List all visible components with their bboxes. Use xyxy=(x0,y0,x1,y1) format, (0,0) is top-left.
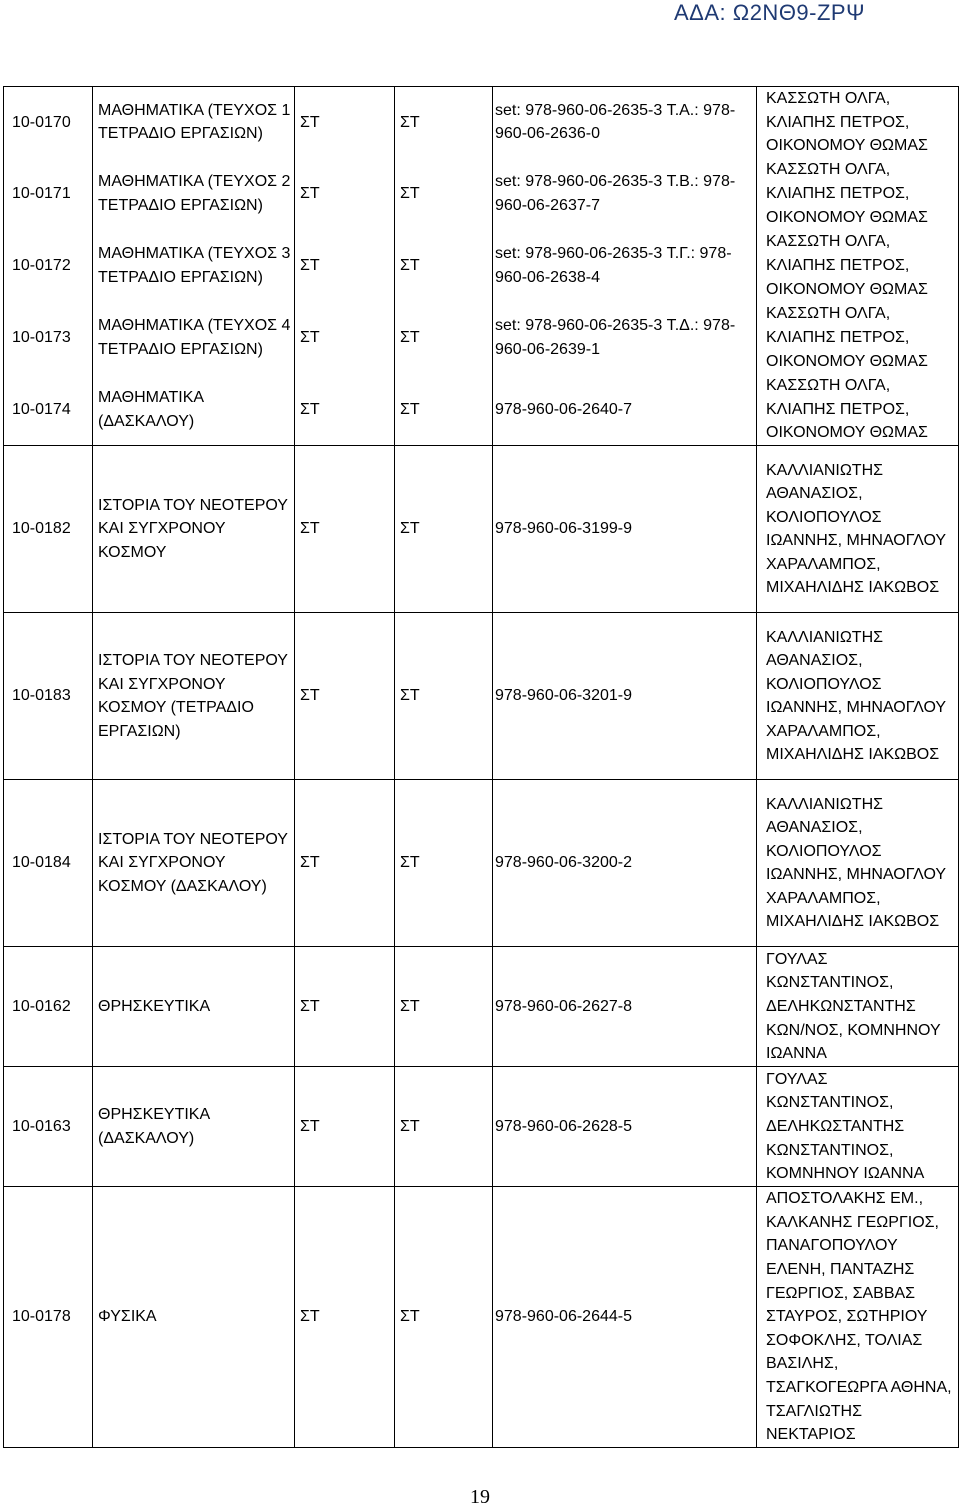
book-title: ΙΣΤΟΡΙΑ ΤΟΥ ΝΕΟΤΕΡΟΥ ΚΑΙ ΣΥΓΧΡΟΝΟΥ ΚΟΣΜΟΥ (ΤΕΤΡΑΔΙΟ ΕΡΓΑΣΙΩΝ) xyxy=(93,613,295,780)
book-class: ΣΤ xyxy=(295,374,395,446)
table-row xyxy=(4,302,959,374)
book-authors: ΚΑΣΣΩΤΗ ΟΛΓΑ, ΚΛΙΑΠΗΣ ΠΕΤΡΟΣ, ΟΙΚΟΝΟΜΟΥ ΘΩΜΑΣ xyxy=(757,374,959,446)
book-title: ΜΑΘΗΜΑΤΙΚΑ (ΤΕΥΧΟΣ 4 ΤΕΤΡΑΔΙΟ ΕΡΓΑΣΙΩΝ) xyxy=(93,302,295,374)
book-code: 10-0163 xyxy=(4,1067,93,1187)
book-isbn: 978-960-06-3201-9 xyxy=(493,613,757,780)
book-code: 10-0171 xyxy=(4,158,93,230)
book-grade: ΣΤ xyxy=(395,780,493,947)
book-isbn: set: 978-960-06-2635-3 Τ.Δ.: 978-960-06-2639-1 xyxy=(493,302,757,374)
book-authors: ΓΟΥΛΑΣ ΚΩΝΣΤΑΝΤΙΝΟΣ, ΔΕΛΗΚΩΝΣΤΑΝΤΗΣ ΚΩΝ/ΝΟΣ, ΚΟΜΝΗΝΟΥ ΙΩΑΝΝΑ xyxy=(757,947,959,1067)
table-row xyxy=(4,1187,959,1448)
book-authors: ΚΑΣΣΩΤΗ ΟΛΓΑ, ΚΛΙΑΠΗΣ ΠΕΤΡΟΣ, ΟΙΚΟΝΟΜΟΥ ΘΩΜΑΣ xyxy=(757,302,959,374)
book-title: ΘΡΗΣΚΕΥΤΙΚΑ xyxy=(93,947,295,1067)
book-grade: ΣΤ xyxy=(395,302,493,374)
book-isbn: 978-960-06-2627-8 xyxy=(493,947,757,1067)
book-isbn: 978-960-06-2640-7 xyxy=(493,374,757,446)
book-title: ΘΡΗΣΚΕΥΤΙΚΑ (ΔΑΣΚΑΛΟΥ) xyxy=(93,1067,295,1187)
book-class: ΣΤ xyxy=(295,780,395,947)
book-class: ΣΤ xyxy=(295,613,395,780)
book-grade: ΣΤ xyxy=(395,374,493,446)
table-row xyxy=(4,230,959,302)
book-isbn: 978-960-06-2644-5 xyxy=(493,1187,757,1448)
table-row xyxy=(4,947,959,1067)
book-code: 10-0184 xyxy=(4,780,93,947)
table-row xyxy=(4,374,959,446)
book-code: 10-0173 xyxy=(4,302,93,374)
book-code: 10-0172 xyxy=(4,230,93,302)
book-class: ΣΤ xyxy=(295,87,395,158)
book-title: ΙΣΤΟΡΙΑ ΤΟΥ ΝΕΟΤΕΡΟΥ ΚΑΙ ΣΥΓΧΡΟΝΟΥ ΚΟΣΜΟΥ xyxy=(93,446,295,613)
book-authors: ΚΑΣΣΩΤΗ ΟΛΓΑ, ΚΛΙΑΠΗΣ ΠΕΤΡΟΣ, ΟΙΚΟΝΟΜΟΥ ΘΩΜΑΣ xyxy=(757,158,959,230)
book-title: ΜΑΘΗΜΑΤΙΚΑ (ΔΑΣΚΑΛΟΥ) xyxy=(93,374,295,446)
book-code: 10-0178 xyxy=(4,1187,93,1448)
book-authors: ΚΑΣΣΩΤΗ ΟΛΓΑ, ΚΛΙΑΠΗΣ ΠΕΤΡΟΣ, ΟΙΚΟΝΟΜΟΥ ΘΩΜΑΣ xyxy=(757,230,959,302)
page-number: 19 xyxy=(470,1486,490,1508)
book-grade: ΣΤ xyxy=(395,947,493,1067)
book-grade: ΣΤ xyxy=(395,1067,493,1187)
book-authors: ΓΟΥΛΑΣ ΚΩΝΣΤΑΝΤΙΝΟΣ, ΔΕΛΗΚΩΣΤΑΝΤΗΣ ΚΩΝΣΤΑΝΤΙΝΟΣ, ΚΟΜΝΗΝΟΥ ΙΩΑΝΝΑ xyxy=(757,1067,959,1187)
book-code: 10-0170 xyxy=(4,87,93,158)
book-code: 10-0183 xyxy=(4,613,93,780)
book-title: ΜΑΘΗΜΑΤΙΚΑ (ΤΕΥΧΟΣ 3 ΤΕΤΡΑΔΙΟ ΕΡΓΑΣΙΩΝ) xyxy=(93,230,295,302)
book-code: 10-0174 xyxy=(4,374,93,446)
book-title: ΙΣΤΟΡΙΑ ΤΟΥ ΝΕΟΤΕΡΟΥ ΚΑΙ ΣΥΓΧΡΟΝΟΥ ΚΟΣΜΟΥ (ΔΑΣΚΑΛΟΥ) xyxy=(93,780,295,947)
book-isbn: 978-960-06-2628-5 xyxy=(493,1067,757,1187)
book-class: ΣΤ xyxy=(295,158,395,230)
book-class: ΣΤ xyxy=(295,230,395,302)
book-authors: ΚΑΛΛΙΑΝΙΩΤΗΣ ΑΘΑΝΑΣΙΟΣ, ΚΟΛΙΟΠΟΥΛΟΣ ΙΩΑΝΝΗΣ, ΜΗΝΑΟΓΛΟΥ ΧΑΡΑΛΑΜΠΟΣ, ΜΙΧΑΗΛΙΔΗΣ ΙΑΚΩΒΟΣ xyxy=(757,613,959,780)
table-row xyxy=(4,446,959,613)
book-authors: ΑΠΟΣΤΟΛΑΚΗΣ ΕΜ., ΚΑΛΚΑΝΗΣ ΓΕΩΡΓΙΟΣ, ΠΑΝΑΓΟΠΟΥΛΟΥ ΕΛΕΝΗ, ΠΑΝΤΑΖΗΣ ΓΕΩΡΓΙΟΣ, ΣΑΒΒΑΣ ΣΤΑΥΡΟΣ, ΣΩΤΗΡΙΟΥ ΣΟΦΟΚΛΗΣ, ΤΟΛΙΑΣ ΒΑΣΙΛΗΣ, ΤΣΑΓΚΟΓΕΩΡΓΑ ΑΘΗΝΑ, ΤΣΑΓΛΙΩΤΗΣ ΝΕΚΤΑΡΙΟΣ xyxy=(757,1187,959,1448)
table-row xyxy=(4,87,959,158)
book-class: ΣΤ xyxy=(295,446,395,613)
book-authors: ΚΑΛΛΙΑΝΙΩΤΗΣ ΑΘΑΝΑΣΙΟΣ, ΚΟΛΙΟΠΟΥΛΟΣ ΙΩΑΝΝΗΣ, ΜΗΝΑΟΓΛΟΥ ΧΑΡΑΛΑΜΠΟΣ, ΜΙΧΑΗΛΙΔΗΣ ΙΑΚΩΒΟΣ xyxy=(757,780,959,947)
book-grade: ΣΤ xyxy=(395,446,493,613)
book-class: ΣΤ xyxy=(295,1187,395,1448)
ada-header: ΑΔΑ: Ω2ΝΘ9-ΖΡΨ xyxy=(673,0,865,25)
books-table xyxy=(3,86,959,1448)
book-grade: ΣΤ xyxy=(395,613,493,780)
table-row xyxy=(4,1067,959,1187)
book-authors: ΚΑΣΣΩΤΗ ΟΛΓΑ, ΚΛΙΑΠΗΣ ΠΕΤΡΟΣ, ΟΙΚΟΝΟΜΟΥ ΘΩΜΑΣ xyxy=(757,87,959,158)
table-row xyxy=(4,158,959,230)
book-isbn: set: 978-960-06-2635-3 Τ.Α.: 978-960-06-2636-0 xyxy=(493,87,757,158)
book-code: 10-0182 xyxy=(4,446,93,613)
book-title: ΦΥΣΙΚΑ xyxy=(93,1187,295,1448)
table-row xyxy=(4,780,959,947)
book-isbn: set: 978-960-06-2635-3 Τ.Γ.: 978-960-06-2638-4 xyxy=(493,230,757,302)
table-row xyxy=(4,613,959,780)
book-class: ΣΤ xyxy=(295,947,395,1067)
book-class: ΣΤ xyxy=(295,1067,395,1187)
book-class: ΣΤ xyxy=(295,302,395,374)
book-isbn: set: 978-960-06-2635-3 Τ.Β.: 978-960-06-2637-7 xyxy=(493,158,757,230)
book-authors: ΚΑΛΛΙΑΝΙΩΤΗΣ ΑΘΑΝΑΣΙΟΣ, ΚΟΛΙΟΠΟΥΛΟΣ ΙΩΑΝΝΗΣ, ΜΗΝΑΟΓΛΟΥ ΧΑΡΑΛΑΜΠΟΣ, ΜΙΧΑΗΛΙΔΗΣ ΙΑΚΩΒΟΣ xyxy=(757,446,959,613)
book-title: ΜΑΘΗΜΑΤΙΚΑ (ΤΕΥΧΟΣ 1 ΤΕΤΡΑΔΙΟ ΕΡΓΑΣΙΩΝ) xyxy=(93,87,295,158)
book-code: 10-0162 xyxy=(4,947,93,1067)
book-grade: ΣΤ xyxy=(395,230,493,302)
book-title: ΜΑΘΗΜΑΤΙΚΑ (ΤΕΥΧΟΣ 2 ΤΕΤΡΑΔΙΟ ΕΡΓΑΣΙΩΝ) xyxy=(93,158,295,230)
book-isbn: 978-960-06-3200-2 xyxy=(493,780,757,947)
book-isbn: 978-960-06-3199-9 xyxy=(493,446,757,613)
book-grade: ΣΤ xyxy=(395,158,493,230)
book-grade: ΣΤ xyxy=(395,87,493,158)
book-grade: ΣΤ xyxy=(395,1187,493,1448)
